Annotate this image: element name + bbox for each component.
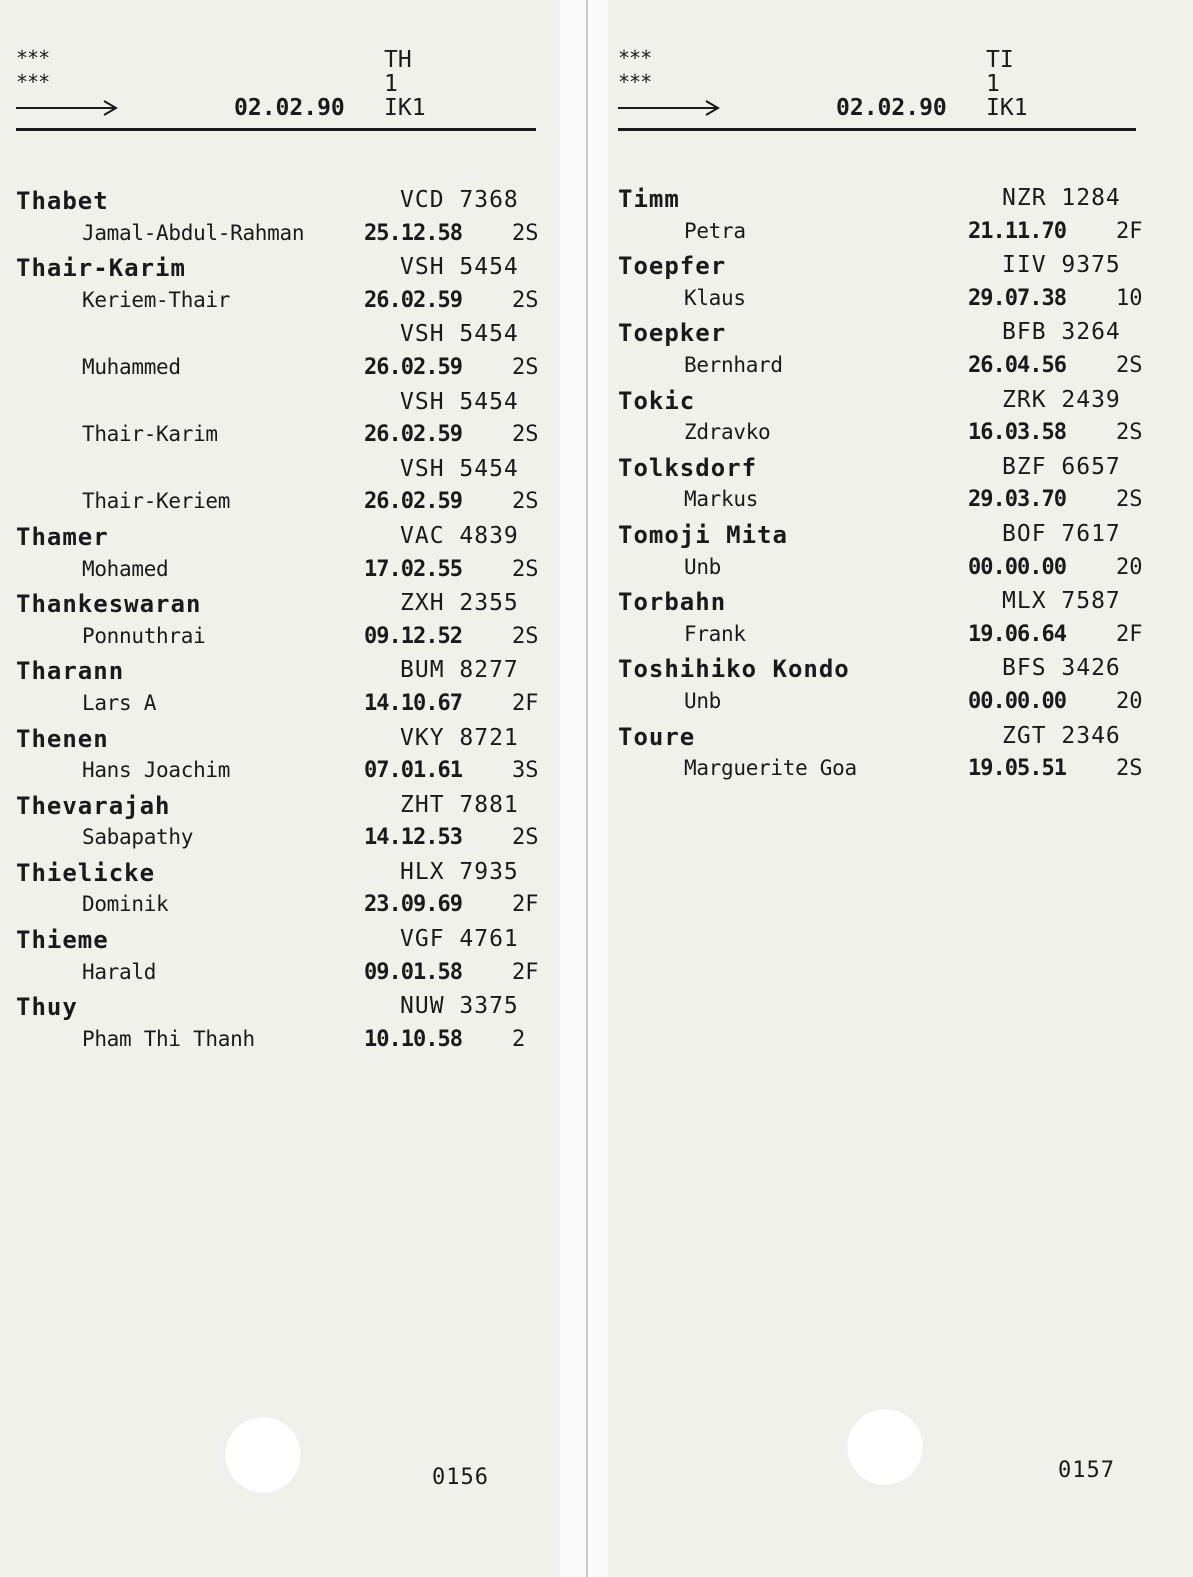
surname: Thielicke [16, 858, 156, 887]
entry-surname-row [618, 183, 1136, 217]
birth-date: 29.07.38 [968, 285, 1066, 311]
registration-code: BFS 3426 [1002, 655, 1121, 682]
header-stars-1: *** [618, 46, 652, 70]
registration-code: BUM 8277 [400, 657, 519, 684]
entry-surname-row [16, 521, 536, 555]
entry-given-row [16, 958, 539, 992]
surname: Toure [618, 722, 696, 751]
classification: 2S [512, 623, 539, 649]
registration-code: VAC 4839 [400, 522, 519, 549]
surname: Thabet [16, 187, 109, 215]
entry-given-row [16, 689, 539, 723]
registration-code: HLX 7935 [400, 858, 519, 885]
classification: 2S [512, 220, 539, 246]
classification: 2F [512, 892, 539, 918]
birth-date: 09.12.52 [364, 623, 462, 649]
header-date: 02.02.90 [836, 95, 947, 121]
classification: 2S [512, 825, 539, 851]
entry-surname-row [618, 385, 1136, 419]
entry-surname-row [16, 991, 536, 1025]
given-name: Sabapathy [82, 825, 194, 850]
card-gap [560, 0, 608, 1577]
entry-surname-row [618, 653, 1136, 687]
birth-date: 26.02.59 [364, 489, 462, 515]
registration-code: VSH 5454 [400, 321, 519, 348]
registration-code: NZR 1284 [1002, 185, 1121, 211]
arrow-right-icon [618, 98, 722, 118]
entry-given-row [618, 284, 1143, 318]
birth-date: 26.02.59 [364, 422, 462, 448]
birth-date: 23.09.69 [364, 892, 462, 918]
header-stars-2: *** [618, 70, 652, 94]
entry-list [16, 185, 539, 1058]
header-stars-2: *** [16, 70, 50, 94]
given-name: Markus [684, 487, 759, 512]
classification: 2S [1116, 420, 1143, 446]
birth-date: 19.05.51 [968, 756, 1066, 782]
entry-surname-row [618, 519, 1136, 553]
entry-surname-row [16, 319, 536, 353]
header-stars-1: *** [16, 46, 50, 70]
entry-given-row [16, 823, 539, 857]
header-volume: 1 [384, 71, 398, 97]
surname: Thankeswaran [16, 590, 202, 619]
card-edge [586, 0, 588, 1577]
surname: Tharann [16, 657, 125, 686]
entry-surname-row [16, 185, 536, 219]
entry-given-row [16, 353, 539, 387]
classification: 2S [1116, 756, 1143, 782]
given-name: Pham Thi Thanh [82, 1026, 255, 1051]
classification: 3S [512, 758, 539, 784]
registration-code: IIV 9375 [1002, 252, 1121, 279]
registration-code: ZGT 2346 [1002, 722, 1121, 749]
registration-code: VSH 5454 [400, 254, 519, 281]
birth-date: 10.10.58 [364, 1026, 462, 1052]
entry-given-row [618, 418, 1143, 452]
entry-surname-row [16, 387, 536, 421]
page-number: 0157 [1058, 1458, 1115, 1483]
classification: 2F [512, 959, 539, 985]
header-unit: IK1 [384, 95, 426, 121]
registration-code: VGF 4761 [400, 926, 519, 953]
entry-given-row [16, 286, 539, 320]
arrow-right-icon [16, 98, 120, 118]
surname: Toepker [618, 319, 727, 348]
punch-hole [846, 1408, 924, 1486]
registration-code: BZF 6657 [1002, 453, 1121, 480]
surname: Tomoji Mita [618, 520, 788, 549]
card-content-right [608, 0, 1193, 1577]
header-volume: 1 [986, 71, 1000, 97]
given-name: Petra [684, 218, 746, 243]
classification: 2S [512, 422, 539, 448]
given-name: Unb [684, 688, 722, 713]
birth-date: 25.12.58 [364, 220, 462, 246]
classification: 2F [1116, 218, 1143, 244]
given-name: Hans Joachim [82, 758, 231, 783]
birth-date: 26.02.59 [364, 354, 462, 380]
card-content-left [0, 0, 560, 1577]
registration-code: NUW 3375 [400, 993, 519, 1020]
entry-given-row [16, 756, 539, 790]
registration-code: VCD 7368 [400, 187, 519, 213]
classification: 2 [512, 1026, 526, 1052]
registration-code: BOF 7617 [1002, 520, 1121, 547]
entry-surname-row [618, 721, 1136, 755]
surname: Thevarajah [16, 791, 171, 820]
given-name: Bernhard [684, 352, 783, 377]
classification: 2F [1116, 621, 1143, 647]
entry-given-row [618, 553, 1143, 587]
given-name: Dominik [82, 892, 169, 917]
given-name: Frank [684, 621, 746, 646]
surname: Timm [618, 185, 680, 213]
header-date: 02.02.90 [234, 95, 345, 121]
given-name: Mohamed [82, 556, 169, 581]
birth-date: 00.00.00 [968, 688, 1066, 714]
given-name: Muhammed [82, 354, 181, 379]
registration-code: VKY 8721 [400, 724, 519, 751]
punch-hole [224, 1416, 302, 1494]
entry-given-row [618, 351, 1143, 385]
classification: 2S [512, 354, 539, 380]
classification: 2S [1116, 487, 1143, 513]
entry-surname-row [618, 586, 1136, 620]
given-name: Thair-Keriem [82, 489, 231, 514]
header-rule [618, 128, 1136, 131]
surname: Tolksdorf [618, 453, 758, 482]
entry-given-row [618, 217, 1143, 251]
header-letter-code: TI [986, 47, 1014, 73]
entry-surname-row [16, 790, 536, 824]
birth-date: 26.02.59 [364, 287, 462, 313]
birth-date: 19.06.64 [968, 621, 1066, 647]
registration-code: ZHT 7881 [400, 791, 519, 818]
given-name: Jamal-Abdul-Rahman [82, 220, 305, 245]
birth-date: 16.03.58 [968, 420, 1066, 446]
entry-surname-row [16, 655, 536, 689]
surname: Torbahn [618, 588, 727, 617]
classification: 20 [1116, 688, 1143, 714]
entry-given-row [16, 890, 539, 924]
header-letter-code: TH [384, 47, 412, 73]
entry-surname-row [16, 454, 536, 488]
entry-given-row [618, 754, 1143, 788]
birth-date: 29.03.70 [968, 487, 1066, 513]
given-name: Ponnuthrai [82, 623, 206, 648]
given-name: Klaus [684, 285, 746, 310]
entry-given-row [618, 687, 1143, 721]
birth-date: 14.10.67 [364, 690, 462, 716]
birth-date: 09.01.58 [364, 959, 462, 985]
entry-surname-row [16, 588, 536, 622]
given-name: Unb [684, 554, 722, 579]
given-name: Thair-Karim [82, 422, 218, 447]
entry-given-row [16, 487, 539, 521]
birth-date: 21.11.70 [968, 218, 1066, 244]
classification: 2S [1116, 352, 1143, 378]
entry-given-row [618, 485, 1143, 519]
registration-code: ZRK 2439 [1002, 386, 1121, 413]
registration-code: MLX 7587 [1002, 588, 1121, 615]
classification: 20 [1116, 554, 1143, 580]
entry-surname-row [618, 317, 1136, 351]
birth-date: 00.00.00 [968, 554, 1066, 580]
surname: Thuy [16, 993, 78, 1022]
surname: Toshihiko Kondo [618, 655, 850, 684]
surname: Thieme [16, 926, 109, 955]
entry-surname-row [618, 452, 1136, 486]
entry-list [618, 183, 1143, 788]
entry-given-row [16, 219, 539, 253]
surname: Thair-Karim [16, 254, 186, 283]
surname: Toepfer [618, 252, 727, 281]
entry-given-row [618, 620, 1143, 654]
surname: Thamer [16, 522, 109, 551]
registration-code: VSH 5454 [400, 455, 519, 482]
classification: 2S [512, 287, 539, 313]
entry-given-row [16, 555, 539, 589]
given-name: Harald [82, 959, 157, 984]
registration-code: VSH 5454 [400, 388, 519, 415]
registration-code: BFB 3264 [1002, 319, 1121, 346]
classification: 2S [512, 556, 539, 582]
entry-surname-row [16, 723, 536, 757]
entry-surname-row [16, 924, 536, 958]
birth-date: 07.01.61 [364, 758, 462, 784]
given-name: Zdravko [684, 420, 771, 445]
entry-given-row [16, 622, 539, 656]
header-unit: IK1 [986, 95, 1028, 121]
surname: Thenen [16, 724, 109, 753]
birth-date: 17.02.55 [364, 556, 462, 582]
entry-surname-row [16, 857, 536, 891]
birth-date: 26.04.56 [968, 352, 1066, 378]
given-name: Marguerite Goa [684, 756, 857, 781]
given-name: Keriem-Thair [82, 287, 231, 312]
birth-date: 14.12.53 [364, 825, 462, 851]
entry-surname-row [16, 252, 536, 286]
classification: 10 [1116, 285, 1143, 311]
entry-surname-row [618, 250, 1136, 284]
entry-given-row [16, 420, 539, 454]
classification: 2S [512, 489, 539, 515]
surname: Tokic [618, 386, 696, 415]
given-name: Lars A [82, 690, 157, 715]
page-number: 0156 [432, 1465, 489, 1490]
entry-given-row [16, 1025, 536, 1059]
classification: 2F [512, 690, 539, 716]
header-rule [16, 128, 536, 131]
registration-code: ZXH 2355 [400, 590, 519, 617]
